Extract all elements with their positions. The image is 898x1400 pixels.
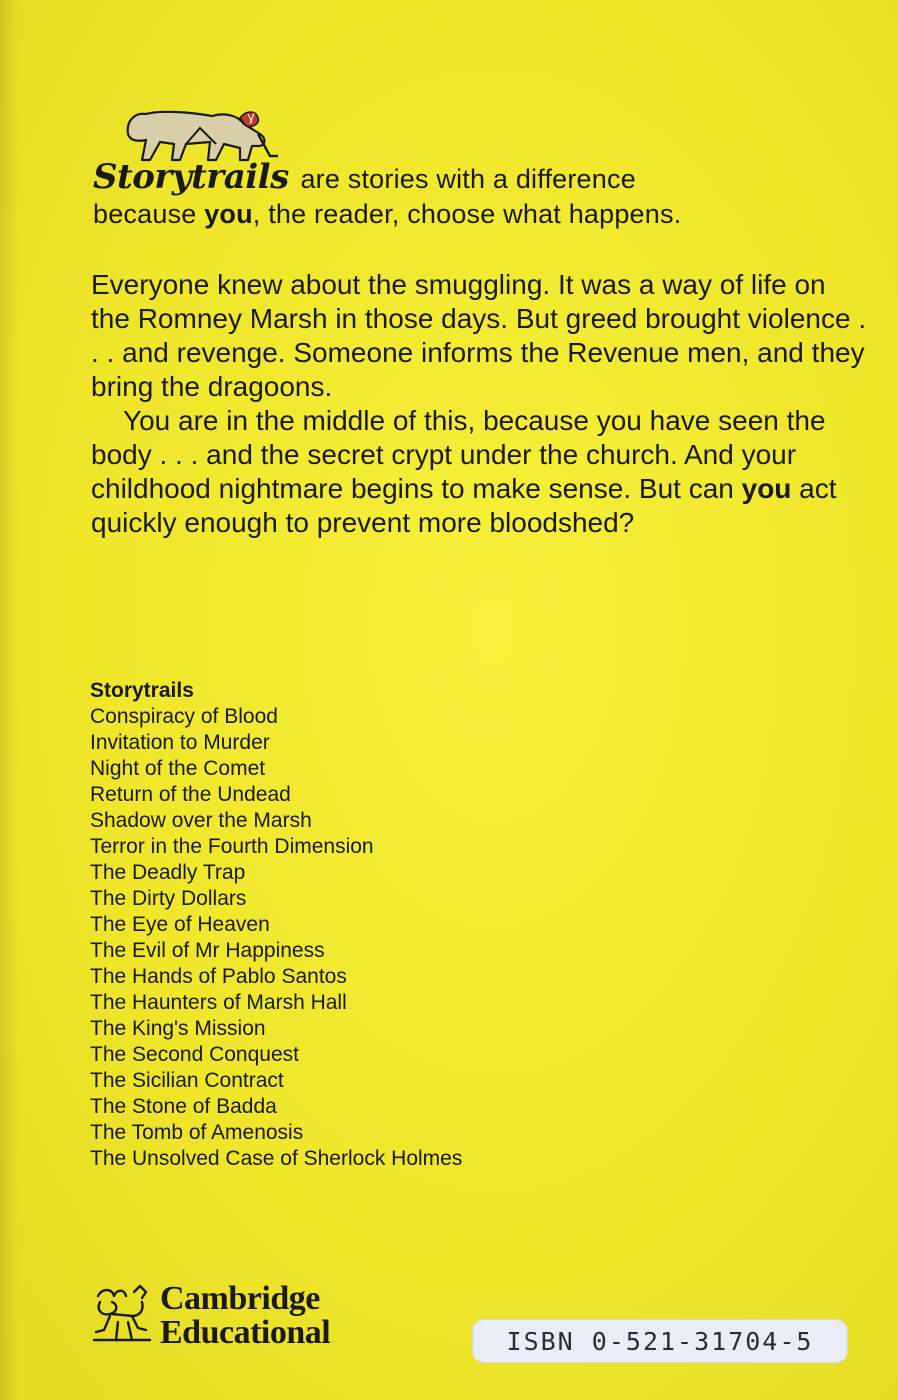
blurb-emphasis-you: you [741, 473, 792, 504]
series-title: The Dirty Dollars [90, 887, 247, 910]
isbn-label: ISBN 0-521-31704-5 [472, 1319, 848, 1363]
blurb-paragraph-1: Everyone knew about the smuggling. It was a way of life on the Romney Marsh in those days. But greed brought violence . . . and revenge. Someone informs the Revenue men, and they bring the dragoons. [91, 269, 867, 402]
spine-fold [0, 0, 18, 1400]
intro-line-2-prefix: because [93, 199, 205, 229]
intro-line-2 [93, 197, 853, 232]
series-list [90, 704, 610, 1172]
blurb-paragraph-2-part-2: act quickly enough to prevent more bloodshed? [91, 473, 837, 538]
series-title: Night of the Comet [90, 757, 266, 780]
series-title: The King's Mission [90, 1017, 266, 1040]
publisher-name [160, 1282, 330, 1350]
series-title: The Second Conquest [90, 1043, 299, 1066]
series-heading: Storytrails [90, 679, 194, 702]
series-title: The Evil of Mr Happiness [90, 939, 325, 962]
blurb-paragraph-2 [91, 404, 871, 540]
intro-line-1 [93, 157, 853, 197]
publisher-name-line-2: Educational [160, 1314, 331, 1351]
series-title: The Haunters of Marsh Hall [90, 991, 347, 1014]
blurb-paragraph-2-part-1: You are in the middle of this, because you have seen the body . . . and the secret crypt under the church. And your childhood nightmare begins to make sense. But can [91, 405, 826, 504]
series-title: The Sicilian Contract [90, 1069, 284, 1092]
blurb [91, 268, 871, 540]
series-title: The Tomb of Amenosis [90, 1121, 304, 1144]
series-title: Shadow over the Marsh [90, 809, 312, 832]
publisher-logo [88, 1282, 330, 1350]
series-title: The Eye of Heaven [90, 913, 270, 936]
intro-line-1-text: are stories with a difference [300, 164, 636, 194]
series-title: Return of the Undead [90, 783, 291, 806]
publisher-name-line-1: Cambridge [160, 1280, 320, 1317]
series-title: The Unsolved Case of Sherlock Holmes [90, 1147, 463, 1170]
intro-text [93, 157, 853, 232]
intro-emphasis-you: you [204, 199, 253, 229]
series-title: Invitation to Murder [90, 731, 270, 754]
dog-sniffing-icon [120, 104, 280, 164]
series-title: The Deadly Trap [90, 861, 246, 884]
series-title: The Hands of Pablo Santos [90, 965, 347, 988]
series-title: Terror in the Fourth Dimension [90, 835, 374, 858]
series-title: Conspiracy of Blood [90, 705, 278, 728]
lion-crest-icon [88, 1282, 156, 1350]
series-title: The Stone of Badda [90, 1095, 277, 1118]
storytrails-logo-text: Storytrails [93, 157, 289, 197]
intro-line-2-rest: , the reader, choose what happens. [252, 199, 682, 229]
series-list-section [90, 678, 610, 1172]
